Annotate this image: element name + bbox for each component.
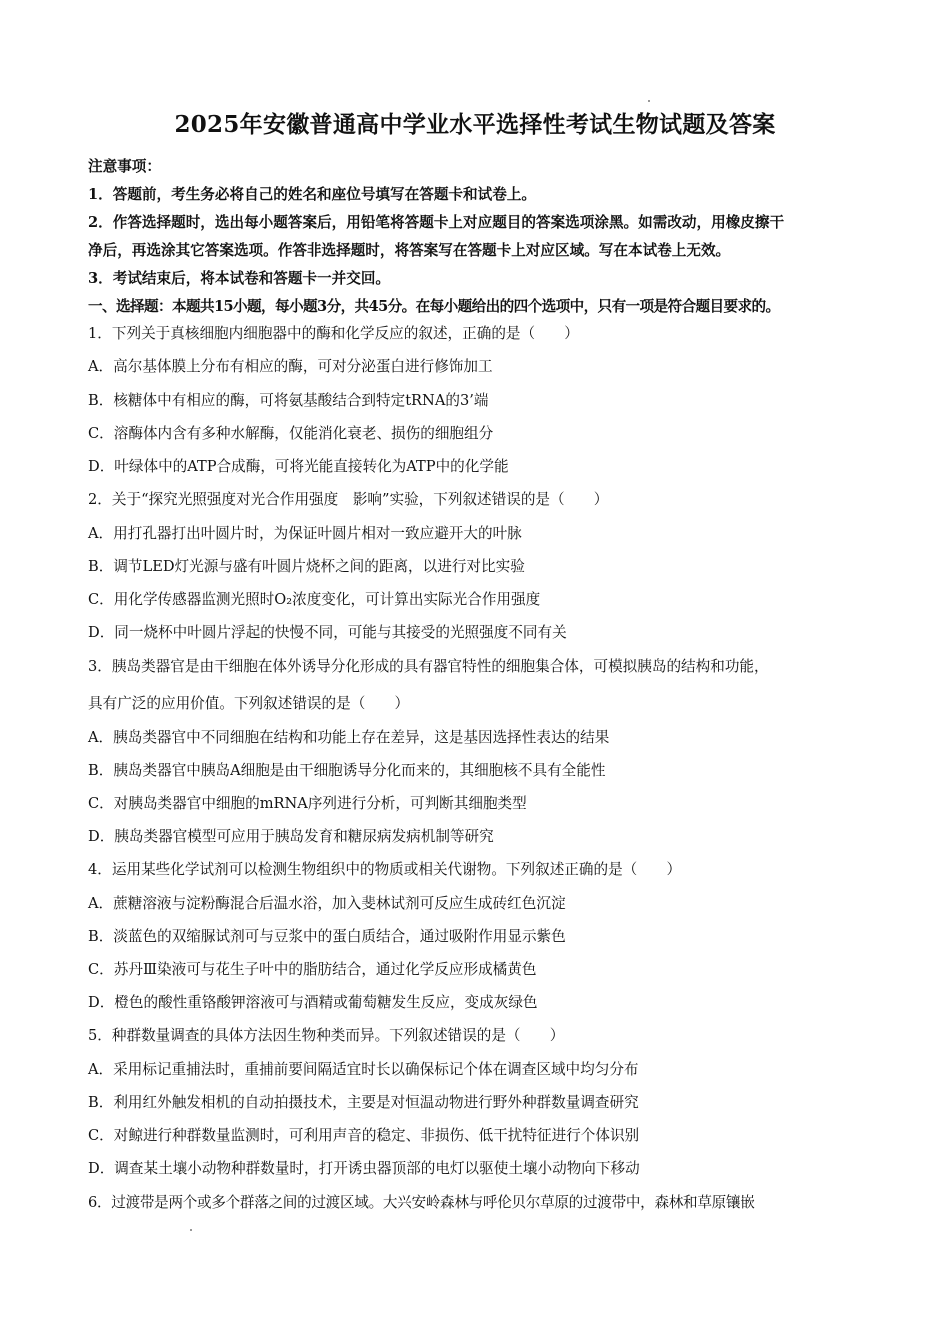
- question-stem-continued: 具有广泛的应用价值。下列叙述错误的是（ ）: [88, 695, 410, 712]
- scan-speck: [190, 1229, 192, 1231]
- question-stem: 1．下列关于真核细胞内细胞器中的酶和化学反应的叙述，正确的是（ ）: [88, 325, 579, 342]
- question-stem: 6．过渡带是两个或多个群落之间的过渡区域。大兴安岭森林与呼伦贝尔草原的过渡带中，森林和草原镶嵌: [88, 1194, 755, 1211]
- page-title: 2025年安徽普通高中学业水平选择性考试生物试题及答案: [174, 111, 776, 138]
- question-option: D．胰岛类器官模型可应用于胰岛发育和糖尿病发病机制等研究: [88, 828, 494, 845]
- question-option: A．采用标记重捕法时，重捕前要间隔适宜时长以确保标记个体在调查区域中均匀分布: [88, 1061, 639, 1078]
- question-option: C．苏丹Ⅲ染液可与花生子叶中的脂肪结合，通过化学反应形成橘黄色: [88, 961, 537, 978]
- question-option: B．核糖体中有相应的酶，可将氨基酸结合到特定tRNA的3’端: [88, 392, 489, 409]
- notice-item: 1．答题前，考生务必将自己的姓名和座位号填写在答题卡和试卷上。: [88, 186, 536, 203]
- notice-item: 3．考试结束后，将本试卷和答题卡一并交回。: [88, 270, 391, 287]
- question-option: D．橙色的酸性重铬酸钾溶液可与酒精或葡萄糖发生反应，变成灰绿色: [88, 994, 538, 1011]
- question-option: C．对胰岛类器官中细胞的mRNA序列进行分析，可判断其细胞类型: [88, 795, 527, 812]
- question-stem: 3．胰岛类器官是由干细胞在体外诱导分化形成的具有器官特性的细胞集合体，可模拟胰岛的结构和功能，: [88, 658, 769, 675]
- notice-heading: 注意事项：: [88, 158, 161, 175]
- question-option: A．高尔基体膜上分布有相应的酶，可对分泌蛋白进行修饰加工: [88, 358, 493, 375]
- question-stem: 4．运用某些化学试剂可以检测生物组织中的物质或相关代谢物。下列叙述正确的是（ ）: [88, 861, 682, 878]
- section-heading: 一、选择题：本题共15小题，每小题3分，共45分。在每小题给出的四个选项中，只有一项是符合题目要求的。: [88, 298, 780, 315]
- question-option: B．利用红外触发相机的自动拍摄技术，主要是对恒温动物进行野外种群数量调查研究: [88, 1094, 639, 1111]
- question-option: D．调查某土壤小动物种群数量时，打开诱虫器顶部的电灯以驱使土壤小动物向下移动: [88, 1160, 640, 1177]
- question-stem: 2．关于“探究光照强度对光合作用强度 影响”实验，下列叙述错误的是（ ）: [88, 491, 609, 508]
- scan-speck: [648, 100, 650, 102]
- question-option: C．溶酶体内含有多种水解酶，仅能消化衰老、损伤的细胞组分: [88, 425, 494, 442]
- question-option: C．对鲸进行种群数量监测时，可利用声音的稳定、非损伤、低干扰特征进行个体识别: [88, 1127, 640, 1144]
- question-option: A．用打孔器打出叶圆片时，为保证叶圆片相对一致应避开大的叶脉: [88, 525, 522, 542]
- question-option: D．同一烧杯中叶圆片浮起的快慢不同，可能与其接受的光照强度不同有关: [88, 624, 567, 641]
- question-option: A．胰岛类器官中不同细胞在结构和功能上存在差异，这是基因选择性表达的结果: [88, 729, 610, 746]
- question-stem: 5．种群数量调查的具体方法因生物种类而异。下列叙述错误的是（ ）: [88, 1027, 565, 1044]
- notice-item: 2．作答选择题时，选出每小题答案后，用铅笔将答题卡上对应题目的答案选项涂黑。如需改动，用橡皮擦干: [88, 214, 785, 231]
- question-option: B．淡蓝色的双缩脲试剂可与豆浆中的蛋白质结合，通过吸附作用显示紫色: [88, 928, 566, 945]
- question-option: B．调节LED灯光源与盛有叶圆片烧杯之间的距离，以进行对比实验: [88, 558, 525, 575]
- notice-item: 净后，再选涂其它答案选项。作答非选择题时，将答案写在答题卡上对应区域。写在本试卷上无效。: [88, 242, 731, 259]
- question-option: A．蔗糖溶液与淀粉酶混合后温水浴，加入斐林试剂可反应生成砖红色沉淀: [88, 895, 566, 912]
- question-option: C．用化学传感器监测光照时O₂浓度变化，可计算出实际光合作用强度: [88, 591, 541, 608]
- question-option: D．叶绿体中的ATP合成酶，可将光能直接转化为ATP中的化学能: [88, 458, 509, 475]
- question-option: B．胰岛类器官中胰岛A细胞是由干细胞诱导分化而来的，其细胞核不具有全能性: [88, 762, 606, 779]
